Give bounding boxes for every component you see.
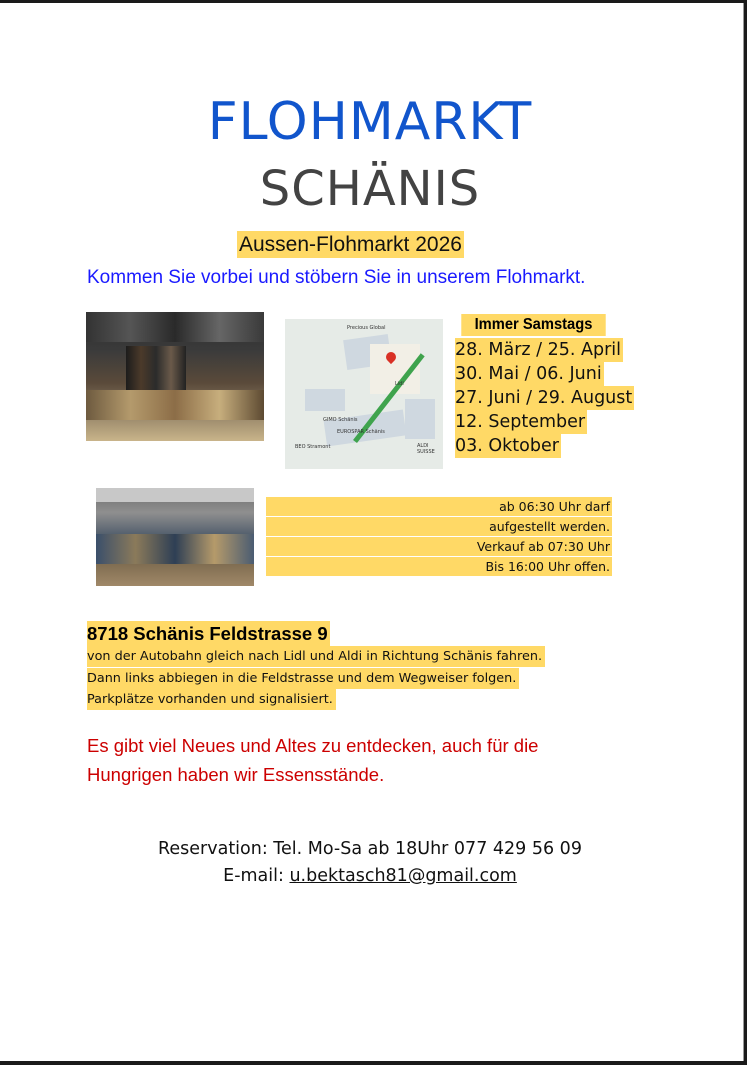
email-line (0, 863, 740, 889)
event-subtitle: Aussen-Flohmarkt 2026 (239, 233, 462, 256)
flyer-page (0, 3, 744, 1061)
note-line: Hungrigen haben wir Essensstände. (87, 764, 385, 785)
schedule-date: 03. Oktober (455, 436, 559, 456)
tagline: Kommen Sie vorbei und stöbern Sie in unserem Flohmarkt. (87, 267, 586, 288)
opening-time: Bis 16:00 Uhr offen. (266, 557, 612, 576)
address: 8718 Schänis Feldstrasse 9 (87, 623, 328, 644)
directions-line: Parkplätze vorhanden und signalisiert. (87, 689, 336, 710)
fleamarket-photo-clothes (86, 312, 264, 441)
reservation-info: Reservation: Tel. Mo-Sa ab 18Uhr 077 429 56 09 (158, 839, 582, 859)
schedule-date: 30. Mai / 06. Juni (455, 364, 602, 384)
flyer-title: FLOHMARKT (207, 92, 533, 152)
schedule-date: 28. März / 25. April (455, 340, 622, 360)
town-name: SCHÄNIS (259, 161, 481, 217)
directions-line: von der Autobahn gleich nach Lidl und Aldi in Richtung Schänis fahren. (87, 646, 545, 667)
opening-time: aufgestellt werden. (266, 517, 612, 536)
map-label: Precious Global (347, 325, 386, 331)
email-link[interactable]: u.bektasch81@gmail.com (289, 866, 517, 886)
schedule-date: 27. Juni / 29. August (455, 388, 633, 408)
note-line: Es gibt viel Neues und Altes zu entdecken, auch für die (87, 735, 539, 756)
directions-line: Dann links abbiegen in die Feldstrasse und dem Wegweiser folgen. (87, 668, 519, 689)
map-label: EUROSPAR Schänis (337, 429, 385, 435)
opening-time: ab 06:30 Uhr darf (266, 497, 612, 516)
map-label: Lidl (395, 381, 404, 387)
schedule-heading: Immer Samstags (461, 314, 605, 336)
opening-time: Verkauf ab 07:30 Uhr (266, 537, 612, 556)
map-label: ALDI SUISSE (417, 443, 435, 455)
map-label: BEO Stramont (295, 444, 331, 450)
location-map[interactable] (285, 319, 443, 469)
map-label: GIMO Schänis (323, 417, 358, 423)
schedule-date: 12. September (455, 412, 586, 432)
email-label: E-mail: (223, 866, 290, 886)
fleamarket-photo-stalls (96, 488, 254, 586)
